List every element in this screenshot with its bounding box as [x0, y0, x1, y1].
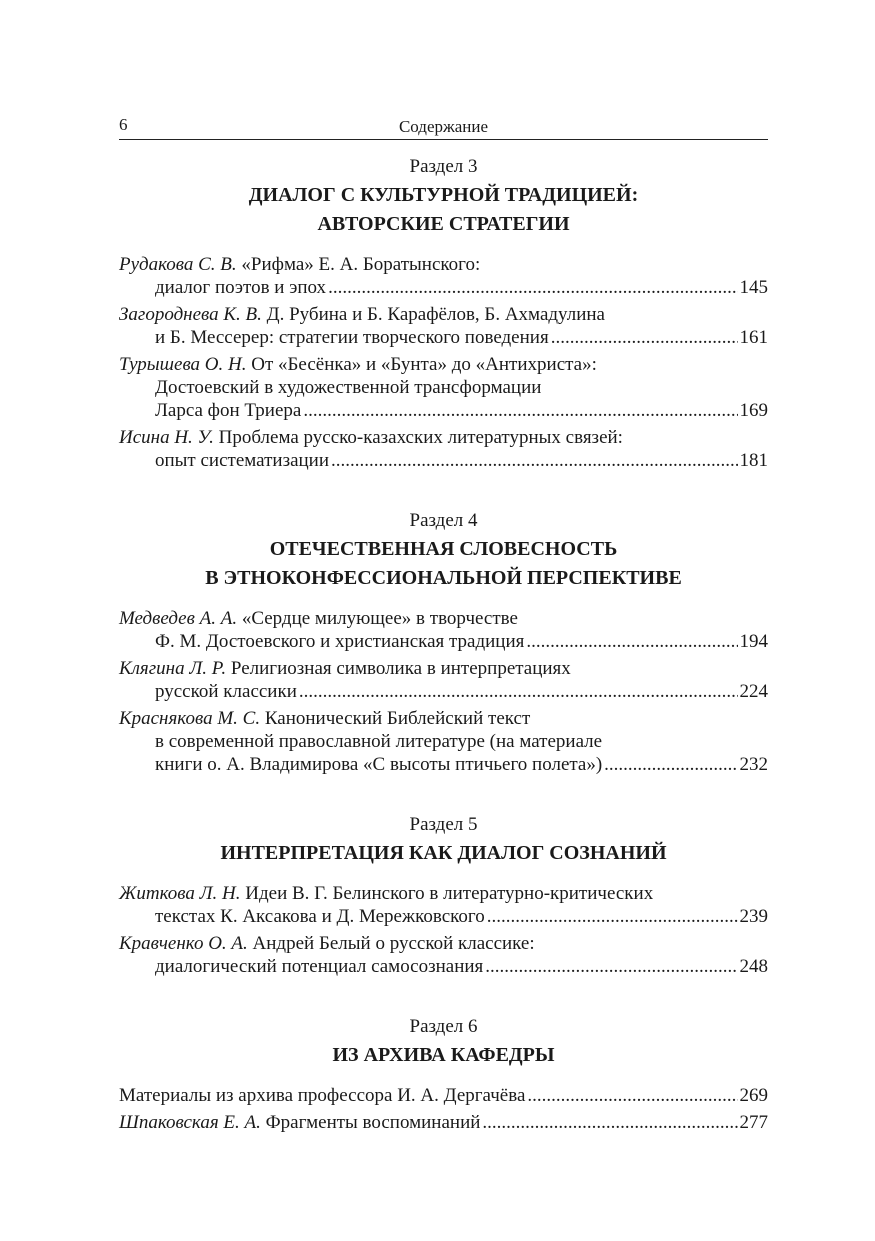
section-title: ОТЕЧЕСТВЕННАЯ СЛОВЕСНОСТЬ: [269, 538, 618, 560]
entry-author: Краснякова М. С.: [119, 708, 261, 729]
entry-title-text: Религиозная символика в интерпретациях: [230, 658, 571, 679]
entry-page-number: 239: [739, 906, 768, 927]
dot-leader: [482, 1111, 737, 1134]
entry-line: [119, 399, 768, 422]
entry-page-number: 181: [739, 450, 768, 471]
entry-author: Турышева О. Н.: [119, 354, 247, 375]
entry-author: Исина Н. У.: [119, 427, 214, 448]
toc-section: [119, 152, 768, 239]
entry-line: [119, 905, 768, 928]
section-title: ИЗ АРХИВА КАФЕДРЫ: [332, 1044, 555, 1066]
toc-entry[interactable]: [119, 303, 768, 349]
section-label: Раздел 5: [409, 814, 478, 835]
entry-title-text: текстах К. Аксакова и Д. Мережковского: [155, 906, 485, 927]
entry-title-text: диалогический потенциал самосознания: [155, 956, 484, 977]
toc-entry-list: [119, 253, 768, 472]
entry-page-number: 161: [739, 327, 768, 348]
toc-entry[interactable]: [119, 607, 768, 653]
entry-page-number: 269: [739, 1085, 768, 1106]
section-title: В ЭТНОКОНФЕССИОНАЛЬНОЙ ПЕРСПЕКТИВЕ: [205, 567, 682, 589]
entry-title-text: Ларса фон Триера: [155, 400, 302, 421]
entry-author: Медведев А. А.: [119, 608, 238, 629]
entry-title-text: русской классики: [155, 681, 297, 702]
entry-line: [119, 707, 768, 730]
entry-author: Шпаковская Е. А.: [119, 1112, 261, 1133]
running-head: [119, 110, 768, 140]
entry-line: [119, 882, 768, 905]
entry-title-text: От «Бесёнка» и «Бунта» до «Антихриста»:: [251, 354, 597, 375]
entry-title-text: опыт систематизации: [155, 450, 330, 471]
entry-page-number: 232: [739, 754, 768, 775]
toc-entry-list: [119, 607, 768, 776]
toc-entry[interactable]: [119, 353, 768, 422]
entry-line: [119, 657, 768, 680]
entry-title-text: «Сердце милующее» в творчестве: [241, 608, 518, 629]
toc-entry-list: [119, 1084, 768, 1134]
entry-title-text: Проблема русско-казахских литературных связей:: [218, 427, 623, 448]
page-number: 6: [119, 115, 128, 134]
entry-author: Клягина Л. Р.: [119, 658, 227, 679]
toc-section: [119, 810, 768, 868]
toc-entry[interactable]: [119, 426, 768, 472]
toc-entry[interactable]: [119, 253, 768, 299]
toc-section: [119, 506, 768, 593]
entry-title-text: Материалы из архива профессора И. А. Дергачёва: [119, 1085, 526, 1106]
entry-line: [119, 326, 768, 349]
entry-line: [119, 753, 768, 776]
entry-line: [119, 303, 768, 326]
running-title: Содержание: [398, 117, 489, 136]
entry-line: [119, 955, 768, 978]
entry-title-text: в современной православной литературе (на материале: [155, 731, 603, 752]
entry-line: [119, 1111, 768, 1134]
entry-title-text: «Рифма» Е. А. Боратынского:: [241, 254, 481, 275]
entry-line: [119, 276, 768, 299]
toc-entry[interactable]: [119, 657, 768, 703]
dot-leader: [328, 276, 737, 299]
entry-title-text: Д. Рубина и Б. Карафёлов, Б. Ахмадулина: [266, 304, 605, 325]
entry-line: [119, 253, 768, 276]
entry-line: [119, 932, 768, 955]
entry-author: Кравченко О. А.: [119, 933, 248, 954]
dot-leader: [331, 449, 737, 472]
entry-page-number: 277: [739, 1112, 768, 1133]
section-label: Раздел 6: [409, 1016, 478, 1037]
section-title: ДИАЛОГ С КУЛЬТУРНОЙ ТРАДИЦИЕЙ:: [248, 184, 639, 206]
entry-line: [119, 449, 768, 472]
entry-line: [119, 353, 768, 376]
entry-page-number: 248: [739, 956, 768, 977]
toc-entry[interactable]: [119, 1111, 768, 1134]
dot-leader: [551, 326, 738, 349]
entry-line: [119, 730, 768, 753]
entry-line: [119, 680, 768, 703]
dot-leader: [487, 905, 738, 928]
entry-title-text: Идеи В. Г. Белинского в литературно-критических: [245, 883, 654, 904]
entry-line: [119, 630, 768, 653]
entry-title-text: Канонический Библейский текст: [264, 708, 531, 729]
dot-leader: [485, 955, 737, 978]
entry-title-text: Достоевский в художественной трансформации: [155, 377, 542, 398]
toc-page: [119, 110, 768, 1138]
entry-author: Загороднева К. В.: [119, 304, 262, 325]
entry-page-number: 194: [739, 631, 768, 652]
entry-title-text: Ф. М. Достоевского и христианская традиция: [155, 631, 525, 652]
entry-title-text: книги о. А. Владимирова «С высоты птичьего полета»): [155, 754, 603, 775]
toc-entry[interactable]: [119, 882, 768, 928]
section-title: ИНТЕРПРЕТАЦИЯ КАК ДИАЛОГ СОЗНАНИЙ: [220, 842, 667, 864]
entry-title-text: и Б. Мессерер: стратегии творческого поведения: [155, 327, 549, 348]
entry-author: Рудакова С. В.: [119, 254, 237, 275]
dot-leader: [526, 630, 737, 653]
dot-leader: [303, 399, 737, 422]
table-of-contents: [119, 152, 768, 1134]
dot-leader: [604, 753, 737, 776]
toc-entry[interactable]: [119, 1084, 768, 1107]
entry-title-text: Фрагменты воспоминаний: [265, 1112, 481, 1133]
entry-page-number: 224: [739, 681, 768, 702]
toc-entry-list: [119, 882, 768, 978]
entry-line: [119, 607, 768, 630]
section-title: АВТОРСКИЕ СТРАТЕГИИ: [317, 213, 570, 235]
dot-leader: [299, 680, 738, 703]
entry-title-text: диалог поэтов и эпох: [155, 277, 327, 298]
section-label: Раздел 4: [409, 510, 478, 531]
entry-title-text: Андрей Белый о русской классике:: [252, 933, 535, 954]
dot-leader: [527, 1084, 737, 1107]
entry-line: [119, 376, 768, 399]
section-label: Раздел 3: [409, 156, 478, 177]
entry-line: [119, 1084, 768, 1107]
toc-entry[interactable]: [119, 932, 768, 978]
entry-author: Житкова Л. Н.: [119, 883, 241, 904]
entry-page-number: 169: [739, 400, 768, 421]
toc-section: [119, 1012, 768, 1070]
entry-line: [119, 426, 768, 449]
toc-entry[interactable]: [119, 707, 768, 776]
entry-page-number: 145: [739, 277, 768, 298]
